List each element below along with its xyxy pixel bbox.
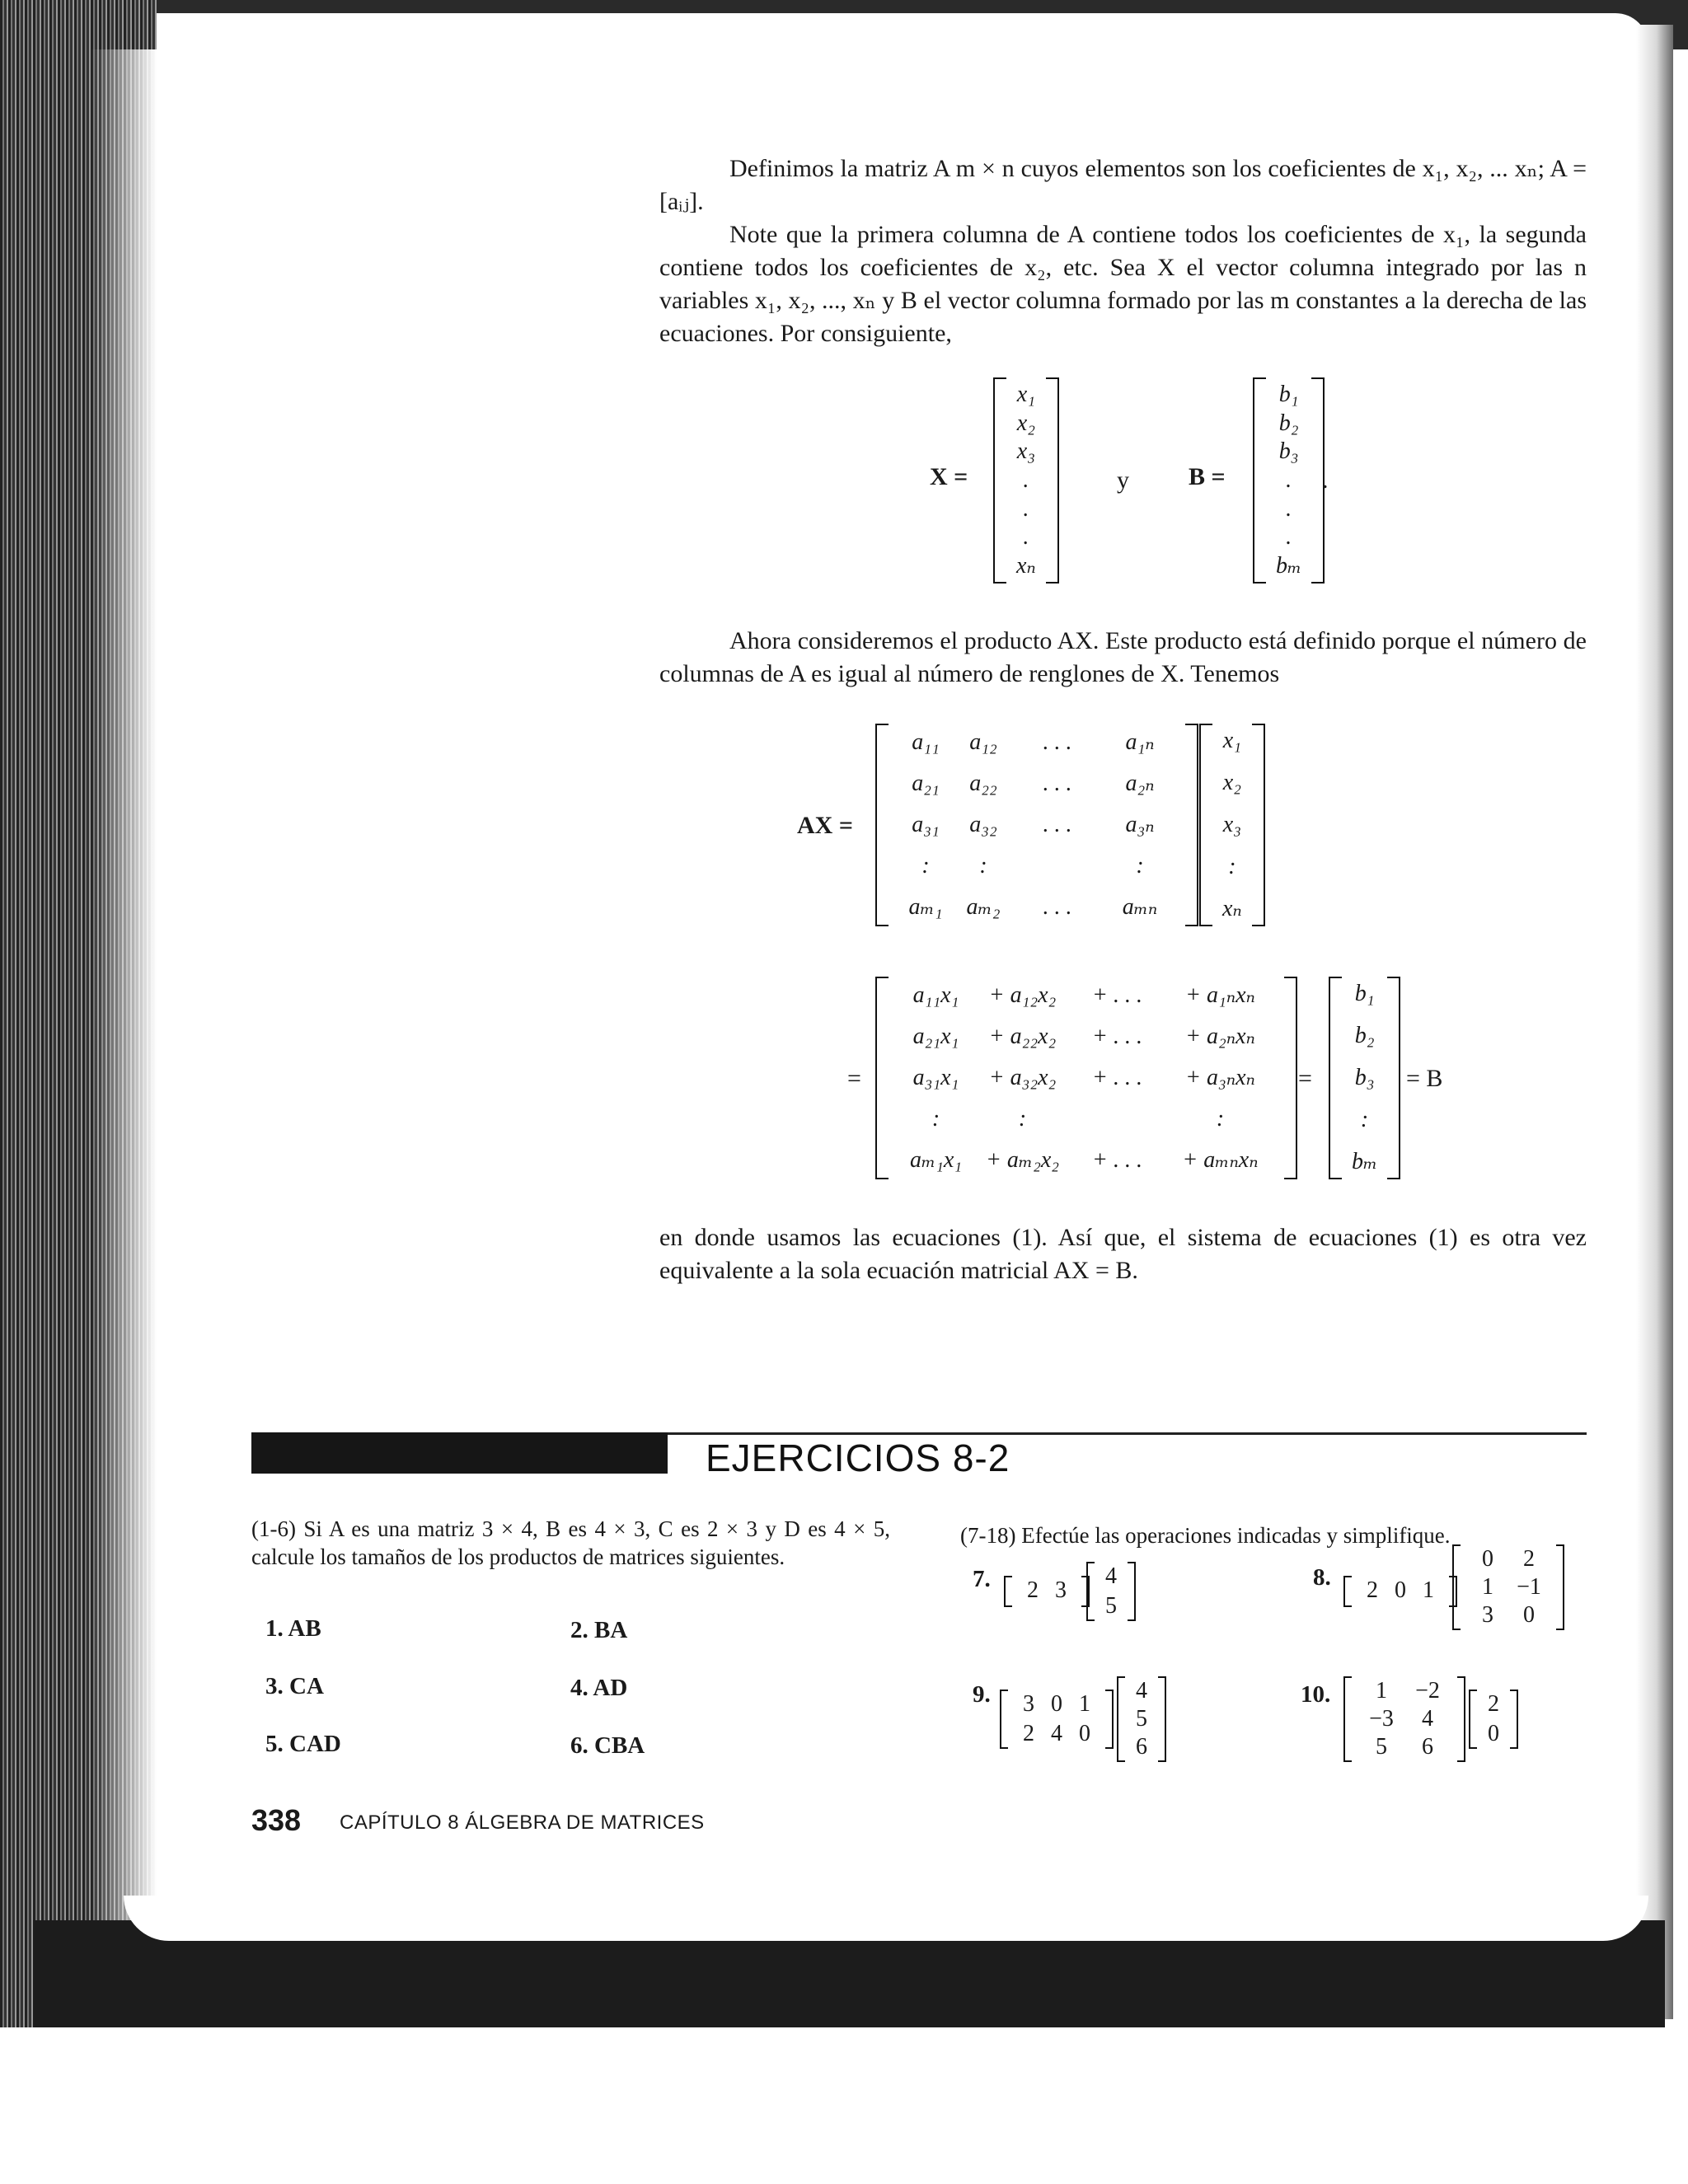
vector-entry: x₁ [1222,728,1241,753]
ex9-col-entries [1125,1676,1158,1762]
x-vector [993,377,1059,583]
a-matrix [875,724,1198,926]
vector-entry: b₃ [1354,1065,1375,1090]
exercise-number: 4. [570,1675,588,1701]
b-vector-product-entries [1342,977,1387,1179]
exercise-item [265,1673,324,1700]
ex9-col-vector [1117,1676,1166,1762]
matrix-cell: 4 [1422,1706,1433,1732]
matrix-cell: 4 [1136,1678,1147,1704]
matrix-cell: a₃₁x₁ [912,1065,959,1090]
matrix-cell: −1 [1517,1574,1541,1600]
matrix-cell: + . . . [1092,1065,1142,1090]
vector-entry: . [1023,466,1029,493]
vector-entry: b₂ [1354,1023,1375,1048]
vector-entry: . [1023,524,1029,551]
matrix-cell: 5 [1105,1593,1117,1619]
matrix-cell: a₁₁ [912,729,940,755]
exercise-item [265,1731,341,1758]
matrix-cell: aₘ₁x₁ [909,1147,963,1173]
vector-entry: b₂ [1278,410,1299,436]
vector-entry: . [1023,495,1029,522]
matrix-cell: 5 [1376,1734,1387,1760]
matrix-cell [1012,852,1103,880]
matrix-cell: 2 [1488,1691,1499,1717]
vector-entry: xₙ [1222,896,1242,921]
x-vector-label: X = [930,463,968,490]
matrix-cell: : [931,1106,940,1132]
product-result: = B [1406,1065,1443,1092]
exercise-text: CAD [289,1731,341,1757]
ex9-matrix-entries [1008,1690,1105,1749]
matrix-cell: + a₁₂x₂ [988,982,1057,1008]
matrix-cell: 1 [1079,1691,1090,1717]
page-top-area [124,13,1648,49]
matrix-cell: 5 [1136,1706,1147,1732]
matrix-cell: aₘₙ [1122,894,1158,920]
exercise-number: 1. [265,1615,284,1642]
exercise-text: CBA [594,1732,645,1759]
ex9-matrix [1000,1690,1114,1749]
ax-label: AX = [797,812,853,839]
x-vector-product-entries [1212,724,1252,926]
matrix-cell: : [1216,1106,1225,1132]
matrix-cell: + aₘ₂x₂ [986,1147,1059,1173]
matrix-cell: 2 [1027,1577,1039,1603]
matrix-cell: aₘ₂ [966,894,1001,920]
ex10-matrix-entries [1352,1676,1457,1762]
matrix-cell: 0 [1079,1721,1090,1746]
exercise-text: AB [288,1615,321,1642]
vector-entry: x₃ [1222,812,1241,837]
matrix-cell: 3 [1023,1691,1034,1717]
vector-entry: . [1286,495,1292,522]
a-matrix-entries [889,724,1185,926]
ex8-matrix [1452,1544,1564,1630]
conclusion-block [659,1221,1587,1287]
page-number: 338 [251,1803,302,1837]
b-vector [1253,377,1325,583]
matrix-cell: + . . . [1092,1024,1142,1049]
exercise-number: 8. [1313,1564,1331,1591]
ex7-row-entries [1012,1576,1081,1607]
matrix-cell: a₂₂ [969,771,997,796]
intro-block [659,152,1587,350]
matrix-cell: + aₘₙxₙ [1182,1147,1259,1173]
matrix-cell: 0 [1488,1721,1499,1746]
scan-binding-fade [91,49,157,1929]
matrix-cell: 2 [1367,1577,1378,1603]
matrix-cell [1070,1105,1165,1133]
conclusion-paragraph: en donde usamos las ecuaciones (1). Así que, el sistema de ecuaciones (1) es otra vez equivalente a la sola ecuación matricial AX = B. [659,1224,1587,1284]
x-vector-product [1199,724,1265,926]
exercise-number: 2. [570,1617,588,1643]
scan-edge-right [1636,25,1673,2019]
exercise-number: 3. [265,1673,284,1699]
product-intro-paragraph: Ahora consideremos el producto AX. Este producto está definido porque el número de columnas de A es igual al número de renglones de X. Tenemos [659,627,1587,687]
exercise-item [570,1732,645,1760]
vector-entry: b₁ [1354,981,1375,1006]
matrix-cell: a₁ₙ [1125,729,1155,755]
vector-entry: x₃ [1016,438,1035,465]
matrix-cell: 6 [1422,1734,1433,1760]
exercise-number: 7. [973,1566,991,1592]
matrix-cell: + a₂₂x₂ [988,1024,1057,1049]
matrix-cell: : [1136,853,1144,879]
matrix-cell: : [921,853,930,879]
vector-entry: . [1286,524,1292,551]
product-intro [659,625,1587,691]
matrix-cell: + . . . [1092,982,1142,1008]
vector-entry: b₃ [1278,438,1299,465]
exercise-number: 10. [1301,1681,1331,1708]
page-bottom-curve [124,1896,1648,1941]
exercises-header-rule [668,1432,1587,1435]
matrix-cell: a₃₁ [912,812,940,837]
vector-entry: bₘ [1276,552,1302,579]
matrix-cell: . . . [1043,771,1072,796]
b-vector-entries [1266,377,1311,583]
matrix-cell: 1 [1482,1574,1493,1600]
exercises-header-bar [251,1432,668,1474]
matrix-cell: 4 [1051,1721,1062,1746]
matrix-cell: 0 [1051,1691,1062,1717]
matrix-cell: a₁₁x₁ [912,982,959,1008]
matrix-cell: : [979,853,987,879]
ex10-col-entries [1477,1690,1510,1749]
matrix-cell: a₃₂ [969,812,997,837]
vector-entry: : [1228,854,1236,879]
ex7-row-vector [1004,1576,1090,1607]
matrix-cell: . . . [1043,812,1072,837]
product-equals-sign: = [847,1065,861,1092]
matrix-cell: a₂ₙ [1125,771,1155,796]
matrix-cell: 0 [1395,1577,1406,1603]
matrix-cell: 6 [1136,1734,1147,1760]
ex10-matrix [1343,1676,1465,1762]
ex7-col-entries [1095,1562,1128,1621]
exercise-text: CA [289,1673,324,1699]
product-matrix-entries [889,977,1284,1179]
matrix-cell: 1 [1376,1678,1387,1704]
matrix-cell: + a₃ₙxₙ [1185,1065,1255,1090]
exercises-group1-intro: (1-6) Si A es una matriz 3 × 4, B es 4 × 3, C es 2 × 3 y D es 4 × 5, calcule los tamaños de los productos de matrices siguientes. [251,1516,890,1569]
matrix-cell: + . . . [1092,1147,1142,1173]
matrix-cell: + a₃₂x₂ [988,1065,1057,1090]
matrix-cell: 2 [1023,1721,1034,1746]
matrix-cell: aₘ₁ [908,894,943,920]
vector-trailing-period: . [1322,466,1329,494]
exercise-number: 5. [265,1731,284,1757]
matrix-cell: 3 [1055,1577,1067,1603]
exercise-item [265,1615,321,1643]
ex8-matrix-entries [1461,1544,1556,1630]
matrix-cell: + a₁ₙxₙ [1185,982,1255,1008]
ex8-row-entries [1352,1576,1449,1607]
product-equals-sign-2: = [1298,1065,1312,1092]
b-vector-label: B = [1189,463,1226,490]
intro-paragraph-2: Note que la primera columna de A contiene todos los coeficientes de x₁, la segunda contiene todos los coeficientes de x₂, etc. Sea X el vector columna integrado por las n variables x₁, x₂, ..., xₙ y B el vector columna formado por las m constantes a la derecha de las ecuaciones. Por consiguiente, [659,221,1587,347]
exercise-text: AD [593,1675,628,1701]
matrix-cell: a₃ₙ [1125,812,1155,837]
exercises-group2-intro: (7-18) Efectúe las operaciones indicadas y simplifique. [960,1523,1451,1548]
vector-connector: y [1117,466,1129,494]
intro-paragraph-1: Definimos la matriz A m × n cuyos elementos son los coeficientes de x₁, x₂, ... xₙ; A = [aᵢⱼ]. [659,155,1587,215]
vector-entry: x₂ [1016,410,1035,436]
ex10-col-vector [1469,1690,1518,1749]
matrix-cell: . . . [1043,729,1072,755]
matrix-cell: −2 [1415,1678,1440,1704]
matrix-cell: 0 [1482,1546,1493,1572]
exercises-title: EJERCICIOS 8-2 [706,1436,1010,1479]
matrix-cell: + a₂ₙxₙ [1185,1024,1255,1049]
vector-entry: x₂ [1222,770,1241,795]
vector-entry: bₘ [1352,1149,1378,1174]
matrix-cell: 0 [1523,1602,1535,1628]
chapter-running-head: CAPÍTULO 8 ÁLGEBRA DE MATRICES [340,1811,705,1834]
ex8-row-vector [1343,1576,1457,1607]
matrix-cell: a₁₂ [969,729,997,755]
vector-entry: xₙ [1016,552,1036,579]
ex7-col-vector [1086,1562,1136,1621]
x-vector-entries [1006,377,1046,583]
matrix-cell: : [1018,1106,1027,1132]
matrix-cell: . . . [1043,894,1072,920]
matrix-cell: a₂₁x₁ [912,1024,959,1049]
exercise-number: 6. [570,1732,588,1759]
matrix-cell: 3 [1482,1602,1493,1628]
matrix-cell: a₂₁ [912,771,940,796]
exercise-item [570,1617,627,1644]
vector-entry: x₁ [1016,382,1035,407]
vector-entry: : [1360,1107,1369,1132]
exercise-item [570,1675,627,1702]
matrix-cell: 4 [1105,1563,1117,1589]
matrix-cell: 1 [1423,1577,1434,1603]
exercise-text: BA [594,1617,628,1643]
exercise-number: 9. [973,1681,991,1708]
vector-entry: b₁ [1278,382,1299,407]
b-vector-product [1329,977,1400,1179]
matrix-cell: 2 [1523,1546,1535,1572]
product-matrix [875,977,1297,1179]
matrix-cell: −3 [1369,1706,1394,1732]
vector-entry: . [1286,466,1292,493]
